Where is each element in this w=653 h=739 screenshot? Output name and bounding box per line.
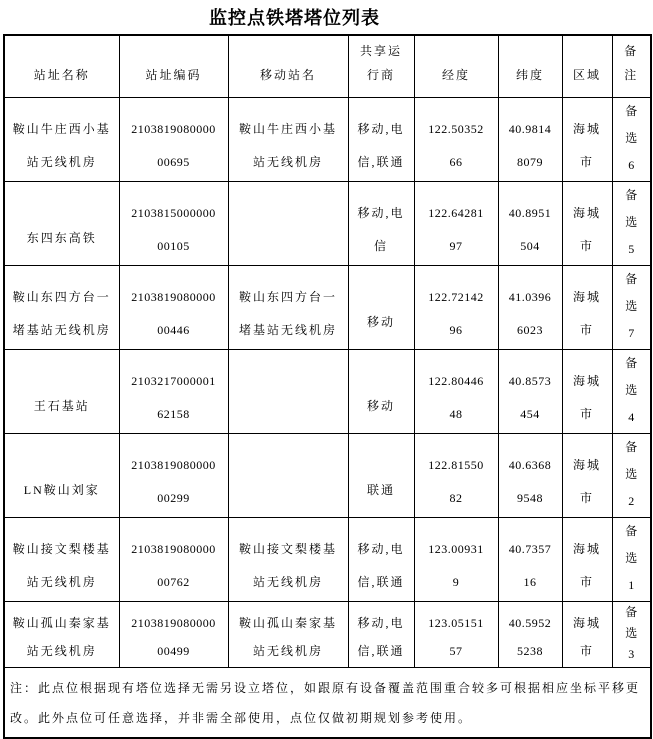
cell-text-line: 市 xyxy=(579,643,594,658)
cell-text-line: 122.80446 xyxy=(428,373,484,388)
cell-text-line: 海城 xyxy=(572,121,601,136)
cell-text-line: 57 xyxy=(449,643,463,658)
cell-remark xyxy=(612,517,651,601)
cell-text-line: 王石基站 xyxy=(33,398,90,413)
cell-text-line: 移动,电 xyxy=(357,121,405,136)
column-header-name xyxy=(4,35,119,97)
cell-text-line: 00299 xyxy=(157,490,190,505)
cell-text-line: 堵基站无线机房 xyxy=(238,322,337,337)
cell-lat xyxy=(498,97,562,181)
cell-text-line: 2103819080000 xyxy=(131,615,216,630)
cell-text-line: 移动 xyxy=(366,314,395,329)
column-header-lng xyxy=(414,35,498,97)
cell-text-line: 选 xyxy=(625,550,638,565)
cell-text-line: 40.7357 xyxy=(508,541,552,556)
table-row xyxy=(4,97,651,181)
cell-text-line: 122.72142 xyxy=(428,289,484,304)
cell-mobile xyxy=(228,433,348,517)
cell-operator xyxy=(348,601,414,667)
cell-region xyxy=(562,97,612,181)
cell-remark xyxy=(612,97,651,181)
cell-lng xyxy=(414,601,498,667)
cell-operator xyxy=(348,517,414,601)
cell-region xyxy=(562,433,612,517)
cell-name xyxy=(4,349,119,433)
cell-text-line: 市 xyxy=(579,238,594,253)
cell-remark xyxy=(612,349,651,433)
cell-text-line: 122.64281 xyxy=(428,205,484,220)
cell-text-line: 海城 xyxy=(572,457,601,472)
cell-remark xyxy=(612,181,651,265)
cell-text-line: 备 xyxy=(625,271,638,286)
cell-text-line: 鞍山东四方台一 xyxy=(238,289,337,304)
cell-text-line: 鞍山牛庄西小基 xyxy=(12,121,111,136)
cell-code xyxy=(119,517,228,601)
cell-text-line: 40.9814 xyxy=(508,121,552,136)
cell-text-line: 改。此外点位可任意选择，并非需全部使用，点位仅做初期规划参考使用。 xyxy=(10,710,473,725)
cell-text-line: 6 xyxy=(628,157,635,172)
table-body xyxy=(4,97,651,667)
cell-text-line: 97 xyxy=(449,238,463,253)
cell-text-line: 东四东高铁 xyxy=(26,230,97,245)
cell-region xyxy=(562,601,612,667)
tower-position-table xyxy=(3,34,652,739)
cell-region xyxy=(562,349,612,433)
cell-text-line: 站无线机房 xyxy=(252,574,323,589)
cell-text-line: 2103819080000 xyxy=(131,289,216,304)
cell-text-line: 市 xyxy=(579,154,594,169)
cell-code xyxy=(119,433,228,517)
cell-text-line: 移动,电 xyxy=(357,205,405,220)
cell-text-line: 注 xyxy=(624,67,639,82)
cell-text-line: 移动,电 xyxy=(357,615,405,630)
cell-text-line: 5 xyxy=(628,241,635,256)
cell-code xyxy=(119,601,228,667)
cell-code xyxy=(119,181,228,265)
cell-text-line: 选 xyxy=(625,466,638,481)
cell-name xyxy=(4,97,119,181)
cell-text-line: 00695 xyxy=(157,154,190,169)
cell-text-line: 2103217000001 xyxy=(131,373,216,388)
cell-text-line: 站无线机房 xyxy=(252,154,323,169)
cell-lng xyxy=(414,349,498,433)
table-row xyxy=(4,265,651,349)
cell-text-line: 联通 xyxy=(366,482,395,497)
cell-remark xyxy=(612,433,651,517)
footnote xyxy=(4,667,651,738)
cell-text-line: 选 xyxy=(625,382,638,397)
cell-code xyxy=(119,97,228,181)
header-row xyxy=(4,35,651,97)
cell-text-line: 站无线机房 xyxy=(252,643,323,658)
cell-operator xyxy=(348,181,414,265)
cell-text-line: 站无线机房 xyxy=(26,643,97,658)
table-header xyxy=(4,35,651,97)
cell-text-line: 市 xyxy=(579,406,594,421)
cell-mobile xyxy=(228,601,348,667)
table-row xyxy=(4,349,651,433)
cell-lat xyxy=(498,181,562,265)
cell-text-line: 2 xyxy=(628,493,635,508)
cell-text-line: 96 xyxy=(449,322,463,337)
page-title: 监控点铁塔塔位列表 xyxy=(209,8,380,28)
cell-text-line: 4 xyxy=(628,409,635,424)
cell-mobile xyxy=(228,517,348,601)
cell-text-line: 2103819080000 xyxy=(131,541,216,556)
cell-text-line: 信,联通 xyxy=(357,643,405,658)
cell-remark xyxy=(612,601,651,667)
cell-text-line: 16 xyxy=(523,574,537,589)
column-header-operator xyxy=(348,35,414,97)
cell-text-line: 5238 xyxy=(517,643,543,658)
cell-region xyxy=(562,265,612,349)
table-footer xyxy=(4,667,651,738)
table-row xyxy=(4,433,651,517)
column-header-code xyxy=(119,35,228,97)
cell-text-line: 移动,电 xyxy=(357,541,405,556)
cell-region xyxy=(562,517,612,601)
cell-text-line: 站址编码 xyxy=(145,67,202,82)
cell-text-line: 选 xyxy=(625,298,638,313)
cell-mobile xyxy=(228,265,348,349)
cell-code xyxy=(119,265,228,349)
cell-text-line: 2103819080000 xyxy=(131,457,216,472)
column-header-lat xyxy=(498,35,562,97)
table-row xyxy=(4,181,651,265)
cell-text-line: 40.5952 xyxy=(508,615,552,630)
cell-name xyxy=(4,433,119,517)
cell-name xyxy=(4,601,119,667)
cell-text-line: 00105 xyxy=(157,238,190,253)
cell-text-line: 市 xyxy=(579,574,594,589)
cell-text-line: 行商 xyxy=(366,67,395,82)
cell-text-line: 堵基站无线机房 xyxy=(12,322,111,337)
cell-text-line: 9 xyxy=(452,574,460,589)
cell-name xyxy=(4,265,119,349)
cell-text-line: 41.0396 xyxy=(508,289,552,304)
cell-text-line: 信,联通 xyxy=(357,154,405,169)
table-row xyxy=(4,601,651,667)
cell-lng xyxy=(414,181,498,265)
cell-text-line: 共享运 xyxy=(359,43,402,58)
cell-lat xyxy=(498,349,562,433)
cell-text-line: 8079 xyxy=(517,154,543,169)
cell-text-line: 海城 xyxy=(572,615,601,630)
cell-text-line: 00499 xyxy=(157,643,190,658)
cell-mobile xyxy=(228,349,348,433)
cell-remark xyxy=(612,265,651,349)
cell-text-line: 备 xyxy=(625,103,638,118)
cell-lat xyxy=(498,433,562,517)
cell-text-line: 48 xyxy=(449,406,463,421)
cell-text-line: 鞍山东四方台一 xyxy=(12,289,111,304)
cell-text-line: 40.8573 xyxy=(508,373,552,388)
cell-text-line: 454 xyxy=(520,406,540,421)
cell-text-line: 6023 xyxy=(517,322,543,337)
cell-lng xyxy=(414,265,498,349)
cell-operator xyxy=(348,433,414,517)
cell-text-line: 移动 xyxy=(366,398,395,413)
cell-text-line: 备 xyxy=(625,439,638,454)
cell-text-line: 2103819080000 xyxy=(131,121,216,136)
cell-region xyxy=(562,181,612,265)
cell-text-line: 市 xyxy=(579,322,594,337)
cell-text-line: 海城 xyxy=(572,373,601,388)
cell-text-line: 123.00931 xyxy=(428,541,484,556)
cell-text-line: 备 xyxy=(624,43,639,58)
cell-text-line: 123.05151 xyxy=(428,615,484,630)
cell-name xyxy=(4,517,119,601)
table-row xyxy=(4,517,651,601)
cell-lat xyxy=(498,601,562,667)
cell-text-line: 鞍山接文梨楼基 xyxy=(12,541,111,556)
cell-operator xyxy=(348,349,414,433)
cell-text-line: 鞍山孤山秦家基 xyxy=(12,615,111,630)
cell-lat xyxy=(498,265,562,349)
cell-text-line: 82 xyxy=(449,490,463,505)
cell-operator xyxy=(348,265,414,349)
cell-text-line: 站无线机房 xyxy=(26,574,97,589)
cell-text-line: 00762 xyxy=(157,574,190,589)
cell-text-line: 2103815000000 xyxy=(131,205,216,220)
cell-text-line: 纬度 xyxy=(515,67,544,82)
cell-text-line: 40.8951 xyxy=(508,205,552,220)
cell-text-line: 62158 xyxy=(157,406,190,421)
cell-text-line: 504 xyxy=(520,238,540,253)
cell-text-line: 海城 xyxy=(572,205,601,220)
cell-text-line: 备 xyxy=(625,187,638,202)
cell-operator xyxy=(348,97,414,181)
cell-text-line: 海城 xyxy=(572,289,601,304)
cell-text-line: 鞍山孤山秦家基 xyxy=(238,615,337,630)
cell-text-line: 备 xyxy=(625,523,638,538)
cell-text-line: 122.81550 xyxy=(428,457,484,472)
cell-text-line: 40.6368 xyxy=(508,457,552,472)
cell-text-line: 7 xyxy=(628,325,635,340)
cell-text-line: 注：此点位根据现有塔位选择无需另设立塔位，如跟原有设备覆盖范围重合较多可根据相应坐标平移更 xyxy=(10,680,641,695)
cell-text-line: 00446 xyxy=(157,322,190,337)
cell-lat xyxy=(498,517,562,601)
cell-name xyxy=(4,181,119,265)
cell-text-line: 选 xyxy=(625,130,638,145)
cell-text-line: 信 xyxy=(373,238,388,253)
cell-text-line: LN鞍山刘家 xyxy=(23,482,100,497)
cell-text-line: 市 xyxy=(579,490,594,505)
column-header-mobile xyxy=(228,35,348,97)
cell-lng xyxy=(414,433,498,517)
cell-text-line: 区域 xyxy=(572,67,601,82)
column-header-region xyxy=(562,35,612,97)
cell-text-line: 选 xyxy=(625,625,638,640)
cell-text-line: 站址名称 xyxy=(33,67,90,82)
cell-text-line: 信,联通 xyxy=(357,574,405,589)
cell-text-line: 站无线机房 xyxy=(26,154,97,169)
cell-text-line: 1 xyxy=(628,577,635,592)
cell-text-line: 移动站名 xyxy=(259,67,316,82)
cell-lng xyxy=(414,517,498,601)
cell-mobile xyxy=(228,97,348,181)
cell-text-line: 海城 xyxy=(572,541,601,556)
cell-text-line: 经度 xyxy=(441,67,470,82)
cell-text-line: 9548 xyxy=(517,490,543,505)
cell-text-line: 66 xyxy=(449,154,463,169)
cell-text-line: 鞍山接文梨楼基 xyxy=(238,541,337,556)
cell-text-line: 3 xyxy=(628,646,635,661)
cell-mobile xyxy=(228,181,348,265)
column-header-remark xyxy=(612,35,651,97)
cell-text-line: 备 xyxy=(625,355,638,370)
cell-code xyxy=(119,349,228,433)
cell-text-line: 备 xyxy=(625,604,638,619)
cell-lng xyxy=(414,97,498,181)
cell-text-line: 122.50352 xyxy=(428,121,484,136)
cell-text-line: 鞍山牛庄西小基 xyxy=(238,121,337,136)
cell-text-line: 选 xyxy=(625,214,638,229)
